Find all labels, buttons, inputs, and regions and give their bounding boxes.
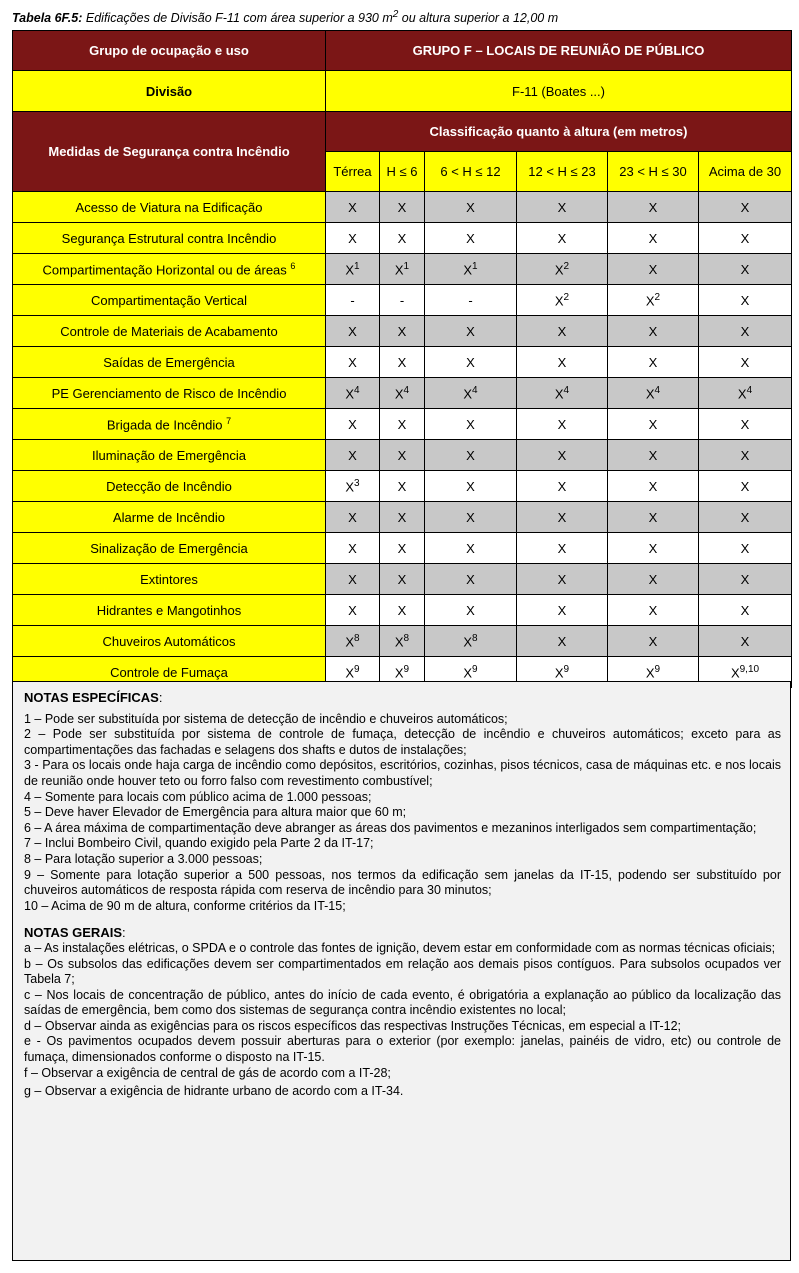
column-header: 12 < H ≤ 23	[517, 152, 608, 192]
table-row	[13, 378, 792, 409]
measure-label-note: 6	[290, 260, 296, 271]
notes-general-title: NOTAS GERAIS:	[24, 925, 126, 941]
note-item: e - Os pavimentos ocupados devem possuir aberturas para o exterior (por exemplo: janelas, painéis de vidro, etc) ou controle de fumaça, dimensionados conforme o disposto na IT-15.	[24, 1034, 781, 1065]
column-header: Acima de 30	[699, 152, 792, 192]
requirement-cell: X	[425, 223, 517, 254]
note-item: c – Nos locais de concentração de público, antes do início de cada evento, é obrigatória a explanação ao público da localização das saídas de emergência, bem como dos sistemas de segurança contra incêndio existentes no local;	[24, 987, 781, 1018]
requirement-note: 4	[472, 384, 478, 396]
requirement-cell: X	[326, 533, 380, 564]
requirement-cell: X	[699, 564, 792, 595]
requirement-cell: $X^4$	[425, 378, 517, 409]
table-caption	[12, 4, 792, 26]
requirement-cell: X	[517, 316, 608, 347]
requirement-cell: $X^8$	[425, 626, 517, 657]
requirement-cell: X	[380, 409, 425, 440]
requirement-note: 2	[654, 291, 661, 303]
requirement-cell: X	[326, 595, 380, 626]
requirement-cell: X	[699, 316, 792, 347]
requirement-note: 3	[354, 477, 360, 489]
requirement-note: 2	[563, 291, 570, 303]
classification-row	[13, 112, 792, 152]
requirement-cell: X	[425, 564, 517, 595]
requirement-cell: $X^3$	[326, 471, 380, 502]
table-row	[13, 347, 792, 378]
requirement-cell: $X^2$	[517, 285, 608, 316]
requirement-note: 4	[563, 384, 570, 396]
table-row	[13, 471, 792, 502]
requirement-cell: X	[699, 409, 792, 440]
requirement-note: 9	[354, 663, 360, 675]
requirement-cell: $X^9$	[326, 657, 380, 688]
requirement-note: 2	[563, 260, 570, 272]
requirement-cell: X	[326, 440, 380, 471]
requirement-cell: $X^8$	[326, 626, 380, 657]
requirement-cell: X	[517, 409, 608, 440]
requirement-note: 8	[472, 632, 478, 644]
measure-label: Detecção de Incêndio	[13, 471, 326, 502]
requirement-note: 4	[654, 384, 661, 396]
requirement-cell: X	[608, 626, 699, 657]
requirement-cell: X	[425, 595, 517, 626]
note-item: 10 – Acima de 90 m de altura, conforme critérios da IT-15;	[24, 898, 346, 913]
requirement-cell: X	[699, 223, 792, 254]
requirement-cell: X	[425, 347, 517, 378]
measure-label: Compartimentação Vertical	[13, 285, 326, 316]
requirement-cell: X	[699, 626, 792, 657]
requirement-cell: X	[326, 192, 380, 223]
requirement-cell: X	[517, 533, 608, 564]
note-item: 6 – A área máxima de compartimentação deve abranger as áreas dos pavimentos e mezaninos interligados sem compartimentação;	[24, 820, 757, 835]
group-label: Grupo de ocupação e uso	[13, 31, 326, 71]
requirement-cell: $X^4$	[380, 378, 425, 409]
requirement-note: 9	[654, 663, 661, 675]
requirement-cell: -	[425, 285, 517, 316]
requirement-cell: X	[699, 595, 792, 626]
requirement-cell: $X^4$	[517, 378, 608, 409]
requirement-cell: X	[380, 595, 425, 626]
requirement-cell: X	[608, 595, 699, 626]
requirement-note: 8	[354, 632, 360, 644]
measure-label: Compartimentação Horizontal ou de áreas $^6$	[13, 254, 326, 285]
requirement-cell: X	[425, 192, 517, 223]
requirement-cell: $X^9$	[380, 657, 425, 688]
requirement-cell: $X^9$	[425, 657, 517, 688]
requirement-cell: X	[608, 471, 699, 502]
requirement-cell: X	[425, 316, 517, 347]
measure-label: PE Gerenciamento de Risco de Incêndio	[13, 378, 326, 409]
notes-specific-title: NOTAS ESPECÍFICAS:	[24, 690, 163, 705]
requirement-cell: X	[425, 471, 517, 502]
requirement-cell: X	[608, 564, 699, 595]
note-item: f – Observar a exigência de central de gás de acordo com a IT-28;	[24, 1065, 391, 1080]
requirement-cell: X	[517, 471, 608, 502]
requirement-cell: X	[699, 502, 792, 533]
column-header: 6 < H ≤ 12	[425, 152, 517, 192]
requirement-cell: X	[380, 533, 425, 564]
requirement-note: 1	[472, 260, 478, 272]
note-item: g – Observar a exigência de hidrante urbano de acordo com a IT-34.	[24, 1084, 404, 1099]
requirement-cell: -	[326, 285, 380, 316]
measures-table	[12, 30, 792, 688]
requirement-cell: X	[380, 192, 425, 223]
requirement-cell: X	[517, 440, 608, 471]
requirement-cell: X	[517, 223, 608, 254]
measure-label: Brigada de Incêndio $^7$	[13, 409, 326, 440]
group-value: GRUPO F – LOCAIS DE REUNIÃO DE PÚBLICO	[326, 31, 792, 71]
requirement-cell: -	[380, 285, 425, 316]
requirement-note: 4	[403, 384, 410, 396]
measure-label: Chuveiros Automáticos	[13, 626, 326, 657]
requirement-cell: X	[517, 626, 608, 657]
measure-label: Hidrantes e Mangotinhos	[13, 595, 326, 626]
note-item: 9 – Somente para lotação superior a 500 pessoas, nos termos da edificação sem janelas da IT-15, podendo ser substituído por chuveiros automáticos de resposta rápida com reserva de incêndio para 30 minutos;	[24, 867, 781, 898]
requirement-cell: X	[380, 471, 425, 502]
measure-label: Extintores	[13, 564, 326, 595]
requirement-cell: X	[699, 192, 792, 223]
requirement-note: 9	[472, 663, 478, 675]
measure-label: Controle de Materiais de Acabamento	[13, 316, 326, 347]
requirement-cell: X	[380, 223, 425, 254]
caption-text: Edificações de Divisão F-11 com área superior a 930 m	[85, 11, 393, 26]
table-row	[13, 502, 792, 533]
note-item: 4 – Somente para locais com público acima de 1.000 pessoas;	[24, 789, 372, 804]
caption-text-after: ou altura superior a 12,00 m	[401, 11, 559, 26]
requirement-cell: X	[380, 564, 425, 595]
requirement-cell: X	[326, 409, 380, 440]
requirement-cell: X	[699, 347, 792, 378]
requirement-note: 9	[563, 663, 570, 675]
requirement-cell: X	[517, 502, 608, 533]
table-row	[13, 595, 792, 626]
table-row	[13, 440, 792, 471]
classification-label: Classificação quanto à altura (em metros)	[326, 112, 792, 152]
requirement-cell: X	[699, 285, 792, 316]
notes-box	[12, 681, 791, 1261]
requirement-cell: X	[425, 533, 517, 564]
requirement-cell: X	[326, 223, 380, 254]
requirement-cell: X	[699, 254, 792, 285]
column-header: 23 < H ≤ 30	[608, 152, 699, 192]
requirement-cell: X	[608, 502, 699, 533]
requirement-note: 1	[403, 260, 410, 272]
table-row	[13, 409, 792, 440]
note-item: 5 – Deve haver Elevador de Emergência para altura maior que 60 m;	[24, 805, 407, 820]
requirement-cell: X	[608, 409, 699, 440]
requirement-cell: X	[517, 192, 608, 223]
requirement-cell: $X^9$	[517, 657, 608, 688]
requirement-note: 8	[403, 632, 410, 644]
measures-label: Medidas de Segurança contra Incêndio	[13, 112, 326, 192]
note-item: 2 – Pode ser substituída por sistema de controle de fumaça, detecção de incêndio e chuveiros automáticos; exceto para as compartimentações das fachadas e selagens dos shafts e dutos de instalações;	[24, 727, 781, 757]
division-label: Divisão	[13, 71, 326, 112]
requirement-cell: X$^{9,10}$	[699, 657, 792, 688]
note-item: 3 - Para os locais onde haja carga de incêndio como depósitos, escritórios, cozinhas, pisos técnicos, casa de máquinas etc. e nos locais de reunião onde houver teto ou forro falso com revestimento combustível;	[24, 758, 781, 788]
table-row	[13, 564, 792, 595]
requirement-cell: X	[425, 502, 517, 533]
requirement-note: 4	[746, 384, 753, 396]
caption-label: Tabela 6F.5:	[12, 11, 83, 26]
caption-sup: 2	[392, 9, 399, 20]
measure-label: Iluminação de Emergência	[13, 440, 326, 471]
requirement-note: 1	[354, 260, 360, 272]
requirement-cell: X	[380, 440, 425, 471]
group-row	[13, 31, 792, 71]
table-row	[13, 285, 792, 316]
requirement-cell: X	[517, 564, 608, 595]
requirement-cell: X	[380, 347, 425, 378]
note-item: 1 – Pode ser substituída por sistema de detecção de incêndio e chuveiros automáticos;	[24, 711, 508, 726]
requirement-cell: X	[380, 316, 425, 347]
requirement-cell: X	[326, 316, 380, 347]
requirement-cell: $X^2$	[517, 254, 608, 285]
requirement-cell: X	[608, 533, 699, 564]
column-header: Térrea	[326, 152, 380, 192]
notes-specific-list	[24, 712, 781, 915]
note-item: b – Os subsolos das edificações devem ser compartimentados em relação aos demais pisos contíguos. Para subsolos ocupados ver Tabela 7;	[24, 956, 781, 987]
note-item: 7 – Inclui Bombeiro Civil, quando exigido pela Parte 2 da IT-17;	[24, 836, 374, 851]
table-row	[13, 626, 792, 657]
measure-label: Segurança Estrutural contra Incêndio	[13, 223, 326, 254]
requirement-cell: $X^4$	[608, 378, 699, 409]
note-item: d – Observar ainda as exigências para os riscos específicos das respectivas Instruções Técnicas, em especial a IT-12;	[24, 1018, 682, 1033]
table-row	[13, 192, 792, 223]
requirement-cell: X	[608, 192, 699, 223]
requirement-cell: $X^4$	[699, 378, 792, 409]
measure-label: Saídas de Emergência	[13, 347, 326, 378]
requirement-note: 9	[403, 663, 410, 675]
requirement-cell: $X^1$	[380, 254, 425, 285]
note-item: a – As instalações elétricas, o SPDA e o controle das fontes de ignição, devem estar em conformidade com as normas técnicas oficiais;	[24, 940, 776, 955]
requirement-cell: X	[326, 347, 380, 378]
measure-label: Sinalização de Emergência	[13, 533, 326, 564]
measure-label: Controle de Fumaça	[13, 657, 326, 688]
requirement-cell: X	[425, 440, 517, 471]
measure-label-note: 7	[226, 415, 232, 426]
requirement-cell: X	[380, 502, 425, 533]
requirement-cell: X	[699, 533, 792, 564]
requirement-note: 9,10	[739, 663, 760, 675]
table-row	[13, 533, 792, 564]
notes-general-list	[24, 941, 781, 1100]
table-row	[13, 223, 792, 254]
requirement-cell: $X^9$	[608, 657, 699, 688]
requirement-note: 4	[354, 384, 360, 396]
requirement-cell: X	[608, 347, 699, 378]
requirement-cell: $X^4$	[326, 378, 380, 409]
measure-label: Acesso de Viatura na Edificação	[13, 192, 326, 223]
requirement-cell: X	[608, 254, 699, 285]
requirement-cell: X	[608, 440, 699, 471]
requirement-cell: X	[425, 409, 517, 440]
table-row	[13, 254, 792, 285]
division-row	[13, 71, 792, 112]
requirement-cell: X	[608, 316, 699, 347]
requirement-cell: X	[326, 564, 380, 595]
table-row	[13, 316, 792, 347]
requirement-cell: X	[699, 471, 792, 502]
requirement-cell: X	[517, 595, 608, 626]
requirement-cell: X	[326, 502, 380, 533]
requirement-cell: X	[699, 440, 792, 471]
requirement-cell: $X^1$	[425, 254, 517, 285]
division-value: F-11 (Boates ...)	[326, 71, 792, 112]
requirement-cell: X	[608, 223, 699, 254]
note-item: 8 – Para lotação superior a 3.000 pessoas;	[24, 851, 263, 866]
requirement-cell: $X^2$	[608, 285, 699, 316]
column-header: H ≤ 6	[380, 152, 425, 192]
requirement-cell: X	[517, 347, 608, 378]
requirement-cell: $X^8$	[380, 626, 425, 657]
requirement-cell: $X^1$	[326, 254, 380, 285]
measure-label: Alarme de Incêndio	[13, 502, 326, 533]
